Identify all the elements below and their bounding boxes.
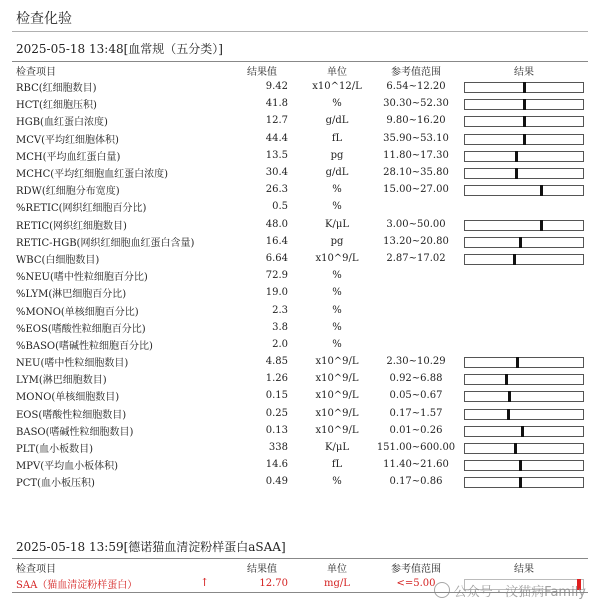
range-bar — [464, 409, 584, 420]
range-marker — [523, 116, 526, 127]
table-row — [12, 473, 588, 490]
result-indicator-cell — [460, 387, 588, 404]
result-indicator-cell — [460, 233, 588, 250]
table-row — [12, 267, 588, 284]
range-bar — [464, 82, 584, 93]
table-row — [12, 250, 588, 267]
range-bar — [464, 134, 584, 145]
reference-range: 13.20~20.80 — [383, 235, 449, 247]
high-arrow-icon: ↑ — [200, 576, 210, 589]
range-marker — [519, 237, 522, 248]
section2-top-rule — [12, 558, 588, 559]
reference-range: 0.17~0.86 — [389, 476, 443, 488]
reference-range — [372, 284, 460, 301]
test-name: SAA（猫血清淀粉样蛋白） — [16, 580, 138, 592]
result-value: 6.64 — [265, 252, 288, 264]
reference-range: 0.17~1.57 — [389, 407, 443, 419]
test-name: %EOS(嗜酸性粒细胞百分比) — [16, 323, 146, 335]
range-marker — [515, 151, 518, 162]
result-value: 0.5 — [272, 201, 288, 213]
title-divider — [12, 31, 588, 32]
table-row — [12, 233, 588, 250]
range-bar — [464, 185, 584, 196]
range-bar — [464, 151, 584, 162]
table-row — [12, 147, 588, 164]
reference-range — [372, 267, 460, 284]
result-indicator-cell — [460, 250, 588, 267]
unit: fL — [331, 132, 343, 144]
result-indicator-cell — [460, 319, 588, 336]
result-indicator-cell — [460, 130, 588, 147]
test-name: EOS(嗜酸性粒细胞数目) — [16, 409, 127, 421]
result-indicator-cell — [460, 78, 588, 95]
range-bar — [464, 374, 584, 385]
result-value: 41.8 — [265, 98, 288, 110]
unit: % — [332, 304, 342, 316]
range-marker — [521, 426, 524, 437]
result-value: 13.5 — [265, 149, 288, 161]
unit: % — [332, 476, 342, 488]
range-marker — [508, 391, 511, 402]
table-row — [12, 284, 588, 301]
result-value: 26.3 — [265, 184, 288, 196]
test-name: RETIC(网织红细胞数目) — [16, 220, 127, 232]
test-name: %BASO(嗜碱性粒细胞百分比) — [16, 340, 153, 352]
unit: g/dL — [325, 167, 349, 179]
col-header-item: 检查项目 — [16, 564, 56, 575]
test-name: PLT(血小板数目) — [16, 444, 94, 456]
range-marker — [513, 254, 516, 265]
test-name: NEU(嗜中性粒细胞数目) — [16, 358, 129, 370]
range-bar — [464, 391, 584, 402]
result-value-text: 12.70 — [259, 578, 288, 590]
test-name: WBC(白细胞数目) — [16, 254, 100, 266]
unit: x10^9/L — [315, 252, 359, 264]
table-row — [12, 439, 588, 456]
range-marker — [514, 443, 517, 454]
result-indicator-cell — [460, 456, 588, 473]
reference-range: <=5.00 — [396, 578, 436, 590]
test-name: RBC(红细胞数目) — [16, 83, 97, 95]
table-row — [12, 216, 588, 233]
range-marker — [516, 357, 519, 368]
reference-range — [372, 319, 460, 336]
unit: fL — [331, 459, 343, 471]
table-row — [12, 319, 588, 336]
unit: % — [332, 98, 342, 110]
unit: % — [332, 184, 342, 196]
table-row — [12, 353, 588, 370]
unit: % — [332, 338, 342, 350]
reference-range: 11.80~17.30 — [383, 149, 449, 161]
section-title-cbc: 2025-05-18 13:48[血常规（五分类）] — [16, 42, 223, 56]
reference-range: 2.87~17.02 — [386, 252, 446, 264]
result-indicator-cell — [460, 353, 588, 370]
unit: pg — [330, 235, 344, 247]
range-bar — [464, 426, 584, 437]
result-indicator-cell — [460, 284, 588, 301]
unit: g/dL — [325, 115, 349, 127]
test-name: %NEU(嗜中性粒细胞百分比) — [16, 272, 148, 284]
unit: x10^9/L — [315, 424, 359, 436]
test-name: MCV(平均红细胞体积) — [16, 134, 119, 146]
range-marker — [505, 374, 508, 385]
result-indicator-cell — [460, 405, 588, 422]
table-row — [12, 130, 588, 147]
unit: K/μL — [325, 442, 349, 454]
unit: x10^9/L — [315, 356, 359, 368]
result-value: 3.8 — [272, 321, 288, 333]
col-header-ref: 参考值范围 — [391, 564, 441, 575]
range-bar — [464, 99, 584, 110]
result-indicator-cell — [460, 370, 588, 387]
unit: x10^9/L — [315, 373, 359, 385]
unit: % — [332, 270, 342, 282]
col-header-ref: 参考值范围 — [391, 67, 441, 78]
reference-range: 6.54~12.20 — [386, 81, 446, 93]
test-name: MPV(平均血小板体积) — [16, 461, 118, 473]
unit: % — [332, 321, 342, 333]
result-indicator-cell — [460, 473, 588, 490]
test-name: %MONO(单核细胞百分比) — [16, 306, 139, 318]
result-value: 2.3 — [272, 304, 288, 316]
unit: pg — [330, 149, 344, 161]
test-name: LYM(淋巴细胞数目) — [16, 375, 107, 387]
test-name: RDW(红细胞分布宽度) — [16, 186, 120, 198]
range-marker — [540, 185, 543, 196]
table-row — [12, 78, 588, 95]
result-value: 16.4 — [265, 235, 288, 247]
test-name: HGB(血红蛋白浓度) — [16, 117, 108, 129]
unit: x10^9/L — [315, 390, 359, 402]
table-row — [12, 164, 588, 181]
reference-range: 11.40~21.60 — [383, 459, 449, 471]
result-indicator-cell — [460, 112, 588, 129]
cbc-table — [12, 63, 588, 491]
table-row — [12, 112, 588, 129]
unit: K/μL — [325, 218, 349, 230]
table-row — [12, 405, 588, 422]
result-indicator-cell — [460, 267, 588, 284]
result-value — [200, 575, 302, 592]
table-header-row — [12, 63, 588, 78]
col-header-result: 结果 — [514, 564, 534, 575]
result-indicator-cell — [460, 95, 588, 112]
unit: x10^9/L — [315, 407, 359, 419]
table-header-row — [12, 560, 588, 575]
unit: mg/L — [324, 578, 350, 590]
range-bar — [464, 477, 584, 488]
result-indicator-cell — [460, 164, 588, 181]
range-marker — [519, 477, 522, 488]
result-indicator-cell — [460, 198, 588, 215]
unit: % — [332, 201, 342, 213]
table-row — [12, 301, 588, 318]
result-value: 0.25 — [265, 407, 288, 419]
result-value: 338 — [268, 442, 288, 454]
reference-range: 0.05~0.67 — [389, 390, 443, 402]
wechat-bubble-icon — [434, 582, 450, 598]
result-value: 19.0 — [265, 287, 288, 299]
reference-range: 0.01~0.26 — [389, 424, 443, 436]
reference-range: 30.30~52.30 — [383, 98, 449, 110]
test-name: HCT(红细胞压积) — [16, 100, 97, 112]
range-bar — [464, 443, 584, 454]
result-value: 0.13 — [265, 424, 288, 436]
col-header-unit: 单位 — [327, 67, 347, 78]
range-marker — [523, 99, 526, 110]
result-indicator-cell — [460, 439, 588, 456]
test-name: MCH(平均血红蛋白量) — [16, 151, 121, 163]
table-row — [12, 422, 588, 439]
range-bar — [464, 357, 584, 368]
result-value: 2.0 — [272, 338, 288, 350]
result-indicator-cell — [460, 422, 588, 439]
table-row — [12, 181, 588, 198]
range-bar — [464, 168, 584, 179]
reference-range: 15.00~27.00 — [383, 184, 449, 196]
reference-range: 151.00~600.00 — [376, 442, 456, 454]
unit: x10^12/L — [312, 81, 362, 93]
reference-range: 3.00~50.00 — [386, 218, 446, 230]
page-title: 检查化验 — [16, 11, 72, 27]
result-indicator-cell — [460, 181, 588, 198]
result-value: 72.9 — [265, 270, 288, 282]
reference-range: 0.92~6.88 — [389, 373, 443, 385]
col-header-value: 结果值 — [247, 564, 277, 575]
test-name: %LYM(淋巴细胞百分比) — [16, 289, 127, 301]
range-bar — [464, 237, 584, 248]
section-title-saa: 2025-05-18 13:59[德诺猫血清淀粉样蛋白aSAA] — [16, 540, 286, 554]
result-value: 0.49 — [265, 476, 288, 488]
table-row — [12, 456, 588, 473]
test-name: RETIC-HGB(网织红细胞血红蛋白含量) — [16, 237, 195, 249]
range-bar — [464, 220, 584, 231]
result-indicator-cell — [460, 147, 588, 164]
reference-range: 9.80~16.20 — [386, 115, 446, 127]
table-row — [12, 95, 588, 112]
reference-range: 35.90~53.10 — [383, 132, 449, 144]
range-marker — [523, 134, 526, 145]
col-header-unit: 单位 — [327, 564, 347, 575]
unit: % — [332, 287, 342, 299]
result-indicator-cell — [460, 216, 588, 233]
section1-top-rule — [12, 61, 588, 62]
table-row — [12, 387, 588, 404]
result-value: 44.4 — [265, 132, 288, 144]
test-name: BASO(嗜碱性粒细胞数目) — [16, 426, 134, 438]
watermark-text: 公众号 · 汶猫病Family — [453, 585, 586, 600]
result-value: 4.85 — [265, 356, 288, 368]
test-name: %RETIC(网织红细胞百分比) — [16, 203, 147, 215]
result-value: 14.6 — [265, 459, 288, 471]
table-row — [12, 336, 588, 353]
result-value: 9.42 — [265, 81, 288, 93]
result-indicator-cell — [460, 301, 588, 318]
range-marker — [507, 409, 510, 420]
reference-range: 28.10~35.80 — [383, 167, 449, 179]
result-value: 30.4 — [265, 167, 288, 179]
range-marker — [515, 168, 518, 179]
result-indicator-cell — [460, 336, 588, 353]
table-row — [12, 370, 588, 387]
watermark — [434, 581, 586, 600]
col-header-result: 结果 — [514, 67, 534, 78]
reference-range — [372, 198, 460, 215]
range-bar — [464, 116, 584, 127]
test-name: MCHC(平均红细胞血红蛋白浓度) — [16, 169, 169, 181]
result-value: 0.15 — [265, 390, 288, 402]
reference-range: 2.30~10.29 — [386, 356, 446, 368]
col-header-value: 结果值 — [247, 67, 277, 78]
result-value: 12.7 — [265, 115, 288, 127]
range-marker — [519, 460, 522, 471]
result-value: 1.26 — [265, 373, 288, 385]
range-bar — [464, 254, 584, 265]
range-bar — [464, 460, 584, 471]
range-marker — [523, 82, 526, 93]
reference-range — [372, 336, 460, 353]
table-row — [12, 198, 588, 215]
test-name: PCT(血小板压积) — [16, 478, 95, 490]
test-name: MONO(单核细胞数目) — [16, 392, 120, 404]
range-marker — [540, 220, 543, 231]
result-value: 48.0 — [265, 218, 288, 230]
col-header-item: 检查项目 — [16, 67, 56, 78]
reference-range — [372, 301, 460, 318]
